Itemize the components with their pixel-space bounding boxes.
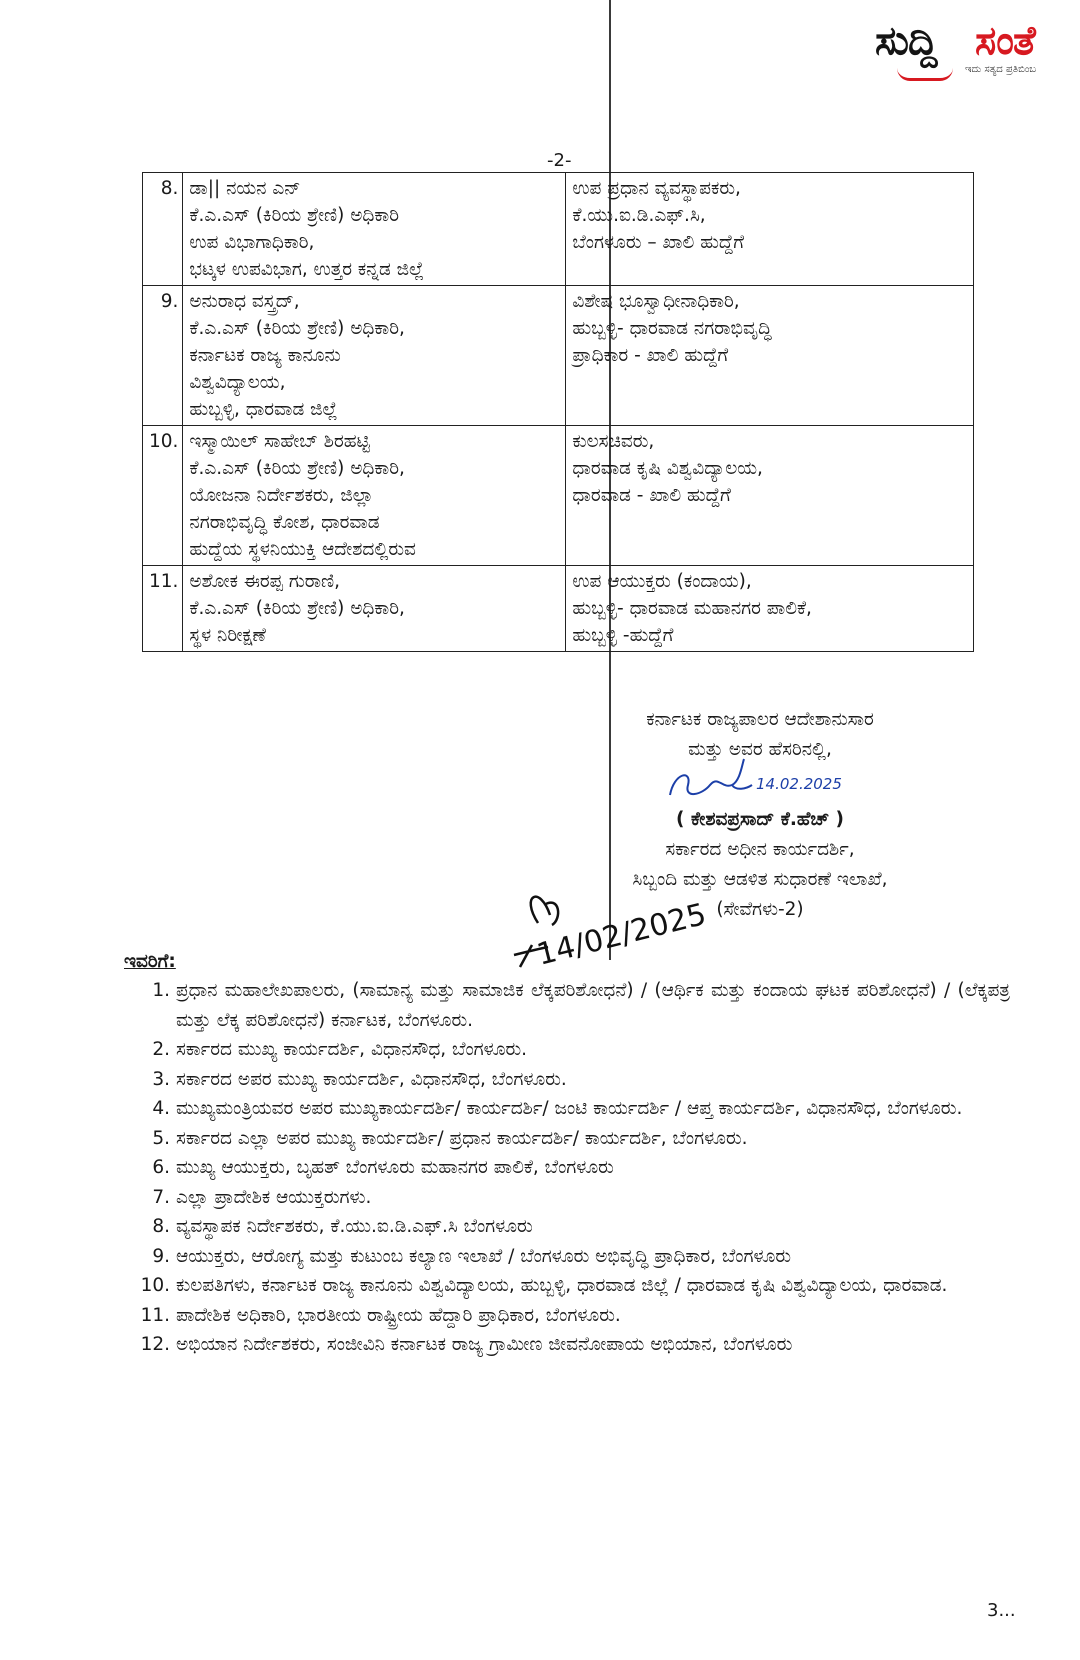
initial-date: 14/02/2025 (533, 896, 710, 973)
posting-details (566, 426, 974, 566)
officer-details (183, 173, 566, 286)
posting-detail-line: ಉಪ ಆಯುಕ್ತರು (ಕಂದಾಯ), (572, 571, 752, 592)
officer-signature (662, 755, 852, 805)
list-item (140, 1065, 1010, 1095)
officer-detail-line: ಕೆ.ಎ.ಎಸ್ (ಕಿರಿಯ ಶ್ರೇಣಿ) ಅಧಿಕಾರಿ (189, 205, 399, 226)
officer-detail-line: ಭಟ್ಕಳ ಉಪವಿಭಾಗ, ಉತ್ತರ ಕನ್ನಡ ಜಿಲ್ಲೆ (189, 259, 424, 280)
posting-detail-line: ಹುಬ್ಬಳ್ಳಿ- ಧಾರವಾಡ ನಗರಾಭಿವೃದ್ಧಿ (572, 318, 772, 339)
posting-detail-line: ಬೆಂಗಳೂರು – ಖಾಲಿ ಹುದ್ದೆಗೆ (572, 232, 745, 253)
list-item-text: ಪ್ರಧಾನ ಮಹಾಲೇಖಪಾಲರು, (ಸಾಮಾನ್ಯ ಮತ್ತು ಸಾಮಾಜಿಕ ಲೆಕ್ಕಪರಿಶೋಧನೆ) / (ಆರ್ಥಿಕ ಮತ್ತು ಕಂದಾಯ ಘಟಕ ಪರಿಶೋಧನೆ) / (ಲೆಕ್ಕಪತ್ರ ಮತ್ತು ಲೆಕ್ಕ ಪರಿಶೋಧನೆ) ಕರ್ನಾಟಕ, ಬೆಂಗಳೂರು. (176, 980, 1010, 1031)
posting-detail-line: ಧಾರವಾಡ ಕೃಷಿ ವಿಶ್ವವಿದ್ಯಾಲಯ, (572, 458, 763, 479)
list-item-text: ವ್ಯವಸ್ಥಾಪಕ ನಿರ್ದೇಶಕರು, ಕೆ.ಯು.ಐ.ಡಿ.ಎಫ್.ಸಿ ಬೆಂಗಳೂರು (176, 1216, 533, 1237)
continuation-marker: 3... (987, 1600, 1016, 1621)
list-item-number: 3. (152, 1068, 170, 1090)
list-item (140, 1153, 1010, 1183)
posting-detail-line: ಧಾರವಾಡ - ಖಾಲಿ ಹುದ್ದೆಗೆ (572, 485, 731, 506)
table-row (143, 566, 974, 652)
list-item-text: ಅಭಿಯಾನ ನಿರ್ದೇಶಕರು, ಸಂಜೀವಿನಿ ಕರ್ನಾಟಕ ರಾಜ್ಯ ಗ್ರಾಮೀಣ ಜೀವನೋಪಾಯ ಅಭಿಯಾನ, ಬೆಂಗಳೂರು (176, 1334, 793, 1355)
order-line-1: ಕರ್ನಾಟಕ ರಾಜ್ಯಪಾಲರ ಆದೇಶಾನುಸಾರ (646, 709, 874, 730)
list-item (140, 1094, 1010, 1124)
logo-car-swoosh (897, 68, 953, 81)
posting-detail-line: ಹುಬ್ಬಳ್ಳಿ- ಧಾರವಾಡ ಮಹಾನಗರ ಪಾಲಿಕೆ, (572, 598, 812, 619)
transfer-table (142, 172, 974, 652)
list-item-number: 5. (152, 1127, 170, 1149)
officer-detail-line: ಕರ್ನಾಟಕ ರಾಜ್ಯ ಕಾನೂನು (189, 345, 341, 366)
logo-tagline: ಇದು ಸತ್ಯದ ಪ್ರತಿಬಿಂಬ (965, 64, 1037, 75)
signer-section: (ಸೇವೆಗಳು-2) (716, 899, 804, 920)
list-item-number: 10. (140, 1275, 170, 1296)
list-item-text: ಆಯುಕ್ತರು, ಆರೋಗ್ಯ ಮತ್ತು ಕುಟುಂಬ ಕಲ್ಯಾಣ ಇಲಾಖೆ / ಬೆಂಗಳೂರು ಅಭಿವೃದ್ಧಿ ಪ್ರಾಧಿಕಾರ, ಬೆಂಗಳೂರು (176, 1245, 792, 1267)
list-item-number: 9. (152, 1245, 170, 1267)
logo-word-1: ಸುದ್ದಿ (875, 18, 937, 64)
list-item (140, 1124, 1010, 1154)
officer-details (183, 566, 566, 652)
officer-detail-line: ಹುಬ್ಬಳ್ಳಿ, ಧಾರವಾಡ ಜಿಲ್ಲೆ (189, 399, 338, 420)
list-item (140, 976, 1010, 1035)
officer-detail-line: ಕೆ.ಎ.ಎಸ್ (ಕಿರಿಯ ಶ್ರೇಣಿ) ಅಧಿಕಾರಿ, (189, 598, 405, 619)
posting-detail-line: ಹುಬ್ಬಳ್ಳಿ -ಹುದ್ದೆಗೆ (572, 625, 674, 646)
table-row (143, 173, 974, 286)
list-item-number: 8. (152, 1216, 170, 1237)
row-number: 10. (143, 426, 183, 566)
list-item (140, 1183, 1010, 1213)
posting-detail-line: ಪ್ರಾಧಿಕಾರ - ಖಾಲಿ ಹುದ್ದೆಗೆ (572, 345, 729, 366)
posting-detail-line: ಕುಲಸಚಿವರು, (572, 431, 655, 452)
list-item (140, 1301, 1010, 1331)
page-number: -2- (547, 150, 572, 171)
handwritten-initials (500, 875, 730, 985)
table-row (143, 286, 974, 426)
signature-date: 14.02.2025 (756, 775, 842, 793)
list-item-number: 11. (140, 1304, 170, 1326)
list-item-text: ಪಾದೇಶಿಕ ಅಧಿಕಾರಿ, ಭಾರತೀಯ ರಾಷ್ಟ್ರೀಯ ಹೆದ್ದಾರಿ ಪ್ರಾಧಿಕಾರ, ಬೆಂಗಳೂರು. (176, 1304, 621, 1326)
list-item-text: ಮುಖ್ಯ ಆಯುಕ್ತರು, ಬೃಹತ್ ಬೆಂಗಳೂರು ಮಹಾನಗರ ಪಾಲಿಕೆ, ಬೆಂಗಳೂರು (176, 1157, 614, 1178)
list-item (140, 1242, 1010, 1272)
signer-department: ಸಿಬ್ಬಂದಿ ಮತ್ತು ಆಡಳಿತ ಸುಧಾರಣೆ ಇಲಾಖೆ, (632, 869, 888, 890)
list-item-number: 12. (140, 1334, 170, 1355)
posting-details (566, 173, 974, 286)
list-item-number: 1. (152, 980, 170, 1001)
list-item-text: ಎಲ್ಲಾ ಪ್ರಾದೇಶಿಕ ಆಯುಕ್ತರುಗಳು. (176, 1186, 372, 1208)
officer-detail-line: ಯೋಜನಾ ನಿರ್ದೇಶಕರು, ಜಿಲ್ಲಾ (189, 485, 374, 506)
officer-detail-line: ಡಾ|| ನಯನ ಎನ್ (189, 178, 301, 199)
list-item-text: ಸರ್ಕಾರದ ಎಲ್ಲಾ ಅಪರ ಮುಖ್ಯ ಕಾರ್ಯದರ್ಶಿ/ ಪ್ರಧಾನ ಕಾರ್ಯದರ್ಶಿ/ ಕಾರ್ಯದರ್ಶಿ, ಬೆಂಗಳೂರು. (176, 1127, 748, 1149)
list-item-text: ಮುಖ್ಯಮಂತ್ರಿಯವರ ಅಪರ ಮುಖ್ಯಕಾರ್ಯದರ್ಶಿ/ ಕಾರ್ಯದರ್ಶಿ/ ಜಂಟಿ ಕಾರ್ಯದರ್ಶಿ / ಆಪ್ತ ಕಾರ್ಯದರ್ಶಿ, ವಿಧಾನಸೌಧ, ಬೆಂಗಳೂರು. (176, 1098, 963, 1119)
order-line-2: ಮತ್ತು ಅವರ ಹೆಸರಿನಲ್ಲಿ, (688, 739, 832, 760)
officer-detail-line: ಇಸ್ಮಾಯಿಲ್ ಸಾಹೇಬ್ ಶಿರಹಟ್ಟಿ (189, 431, 370, 452)
officer-detail-line: ಅನುರಾಧ ವಸ್ತ್ರದ್, (189, 291, 300, 312)
recipients-heading: ಇವರಿಗೆ: (124, 951, 176, 972)
row-number: 8. (143, 173, 183, 286)
list-item-number: 2. (152, 1039, 170, 1060)
list-item (140, 1330, 1010, 1360)
posting-details (566, 566, 974, 652)
posting-details (566, 286, 974, 426)
officer-detail-line: ಕೆ.ಎ.ಎಸ್ (ಕಿರಿಯ ಶ್ರೇಣಿ) ಅಧಿಕಾರಿ, (189, 458, 405, 479)
list-item-text: ಕುಲಪತಿಗಳು, ಕರ್ನಾಟಕ ರಾಜ್ಯ ಕಾನೂನು ವಿಶ್ವವಿದ್ಯಾಲಯ, ಹುಬ್ಬಳ್ಳಿ, ಧಾರವಾಡ ಜಿಲ್ಲೆ / ಧಾರವಾಡ ಕೃಷಿ ವಿಶ್ವವಿದ್ಯಾಲಯ, ಧಾರವಾಡ. (176, 1275, 948, 1296)
list-item-text: ಸರ್ಕಾರದ ಮುಖ್ಯ ಕಾರ್ಯದರ್ಶಿ, ವಿಧಾನಸೌಧ, ಬೆಂಗಳೂರು. (176, 1039, 528, 1060)
officer-detail-line: ಉಪ ವಿಭಾಗಾಧಿಕಾರಿ, (189, 232, 315, 253)
list-item-number: 4. (152, 1098, 170, 1119)
list-item-number: 7. (152, 1186, 170, 1208)
list-item (140, 1271, 1010, 1301)
officer-details (183, 286, 566, 426)
officer-detail-line: ಅಶೋಕ ಈರಪ್ಪ ಗುರಾಣಿ, (189, 571, 341, 592)
posting-detail-line: ಕೆ.ಯು.ಐ.ಡಿ.ಎಫ್.ಸಿ, (572, 205, 706, 226)
signer-designation: ಸರ್ಕಾರದ ಅಧೀನ ಕಾರ್ಯದರ್ಶಿ, (665, 839, 855, 860)
table-row (143, 426, 974, 566)
sudhi-sante-logo (875, 18, 1071, 78)
officer-detail-line: ವಿಶ್ವವಿದ್ಯಾಲಯ, (189, 372, 286, 393)
row-number: 9. (143, 286, 183, 426)
officer-detail-line: ಕೆ.ಎ.ಎಸ್ (ಕಿರಿಯ ಶ್ರೇಣಿ) ಅಧಿಕಾರಿ, (189, 318, 405, 339)
list-item-text: ಸರ್ಕಾರದ ಅಪರ ಮುಖ್ಯ ಕಾರ್ಯದರ್ಶಿ, ವಿಧಾನಸೌಧ, ಬೆಂಗಳೂರು. (176, 1068, 567, 1090)
signer-name: ( ಕೇಶವಪ್ರಸಾದ್ ಕೆ.ಹೆಚ್ ) (676, 809, 844, 830)
row-number: 11. (143, 566, 183, 652)
posting-detail-line: ಉಪ ಪ್ರಧಾನ ವ್ಯವಸ್ಥಾಪಕರು, (572, 178, 741, 199)
officer-details (183, 426, 566, 566)
officer-detail-line: ಹುದ್ದೆಯ ಸ್ಥಳನಿಯುಕ್ತಿ ಆದೇಶದಲ್ಲಿರುವ (189, 539, 416, 560)
posting-detail-line: ವಿಶೇಷ ಭೂಸ್ವಾಧೀನಾಧಿಕಾರಿ, (572, 291, 740, 312)
officer-detail-line: ನಗರಾಭಿವೃದ್ಧಿ ಕೋಶ, ಧಾರವಾಡ (189, 512, 380, 533)
officer-detail-line: ಸ್ಥಳ ನಿರೀಕ್ಷಣೆ (189, 625, 266, 646)
list-item (140, 1035, 1010, 1065)
list-item (140, 1212, 1010, 1242)
recipients-list (140, 976, 1010, 1360)
logo-word-2: ಸಂತೆ (975, 18, 1035, 64)
list-item-number: 6. (152, 1157, 170, 1178)
